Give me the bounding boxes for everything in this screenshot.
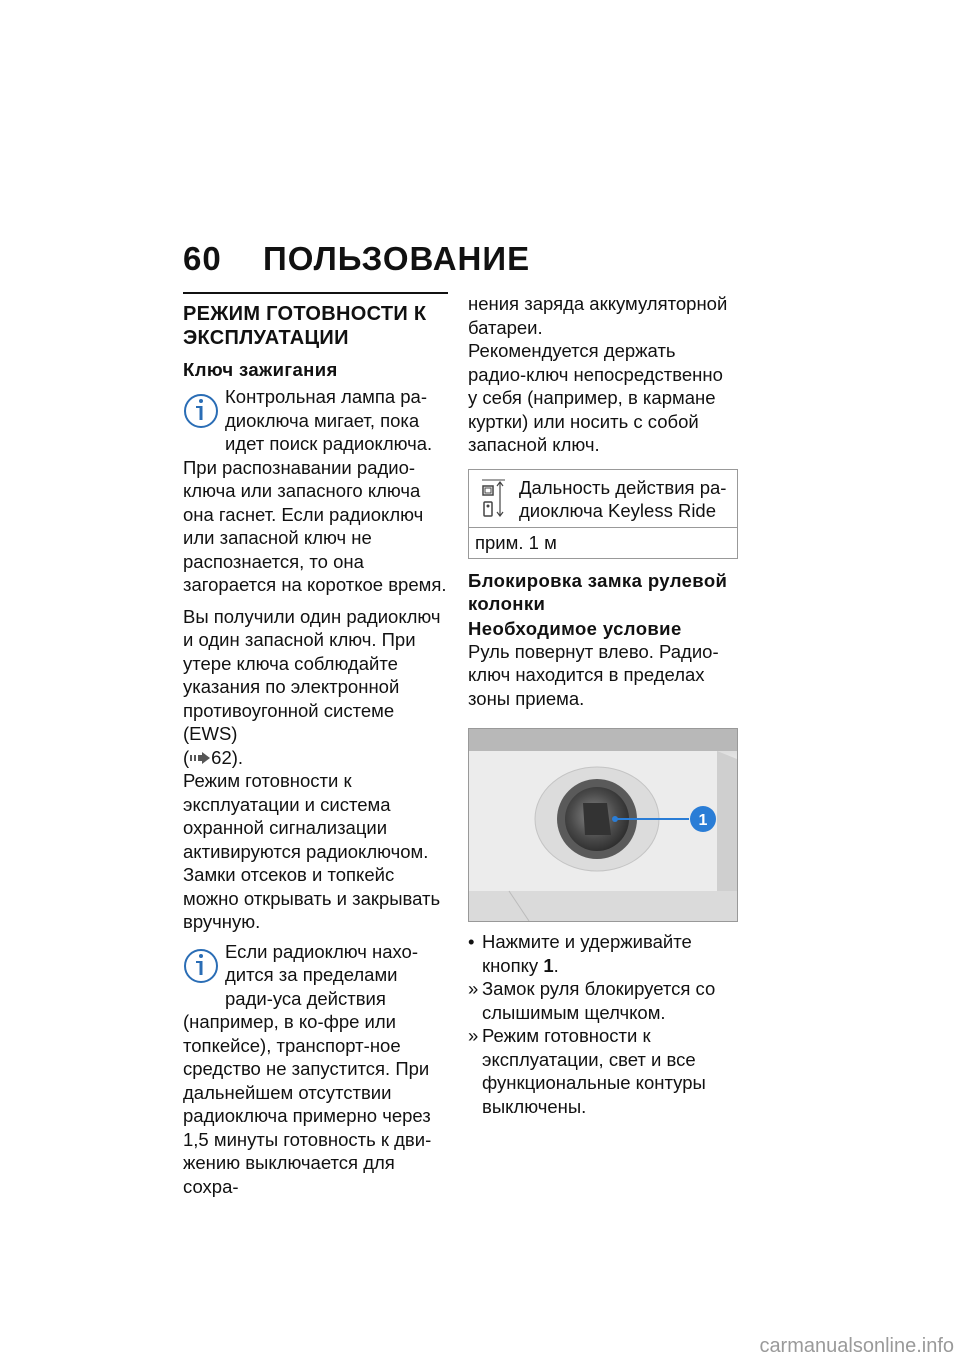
paragraph-ready-mode: Режим готовности к эксплуатации и система охранной сигнализации активируются радиоключом. Замки отсеков и топкейс можно открывать и закрывать вручную.: [183, 770, 441, 932]
steering-lock-button-photo: [468, 728, 738, 922]
chapter-title: ПОЛЬЗОВАНИЕ: [263, 240, 531, 277]
range-value: прим. 1 м: [475, 531, 557, 553]
section-rule: [183, 292, 448, 294]
result-text: Замок руля блокируется со слышимым щелчком.: [482, 978, 716, 1023]
paragraph-keys-text: Вы получили один радиоключ и один запасной ключ. При утере ключа соблюдайте указания по электронной противоугонной системе (EWS): [183, 605, 441, 744]
range-label: Дальность действия ра-диоключа Keyless Ride: [519, 476, 727, 521]
step-text: Нажмите и удерживайте кнопку: [482, 931, 692, 976]
step-tail: .: [553, 954, 559, 976]
steps-list: [468, 930, 733, 1118]
range-spec-header: [469, 470, 737, 528]
page-number: 60: [183, 240, 222, 277]
right-column: [468, 292, 733, 1118]
paragraph-continued: нения заряда аккумуляторной батареи.: [468, 293, 728, 338]
page-reference-arrow-icon: [189, 751, 211, 765]
step-item: [468, 930, 733, 977]
result-item: [468, 1024, 733, 1118]
page-reference[interactable]: 62).: [211, 746, 244, 768]
info-note-1: [183, 385, 448, 597]
info-icon: [183, 942, 221, 988]
heading-steering-lock: Блокировка замка рулевой колонки: [468, 569, 728, 614]
info-icon: [183, 387, 221, 433]
step-button-ref: 1: [543, 954, 554, 976]
ref-open: (: [183, 746, 190, 768]
callout-number: 1: [698, 812, 708, 829]
section-title: РЕЖИМ ГОТОВНОСТИ К ЭКСПЛУАТАЦИИ: [183, 303, 427, 349]
paragraph-keys: [183, 605, 448, 770]
result-marker: »: [468, 978, 479, 999]
subheading-ignition-key: Ключ зажигания: [183, 359, 338, 380]
info-note-2: [183, 940, 448, 1199]
result-marker: »: [468, 1025, 479, 1046]
left-column: [183, 292, 448, 1198]
result-text: Режим готовности к эксплуатации, свет и все функциональные контуры выключены.: [482, 1025, 706, 1117]
range-distance-icon: [481, 476, 507, 520]
bullet-marker: •: [468, 931, 475, 952]
watermark[interactable]: carmanualsonline.info: [759, 1335, 954, 1357]
note-2-text: Если радиоключ нахо-дится за пределами ради-уса действия (например, в ко-фре или топкейсе), транспорт-ное средство не запустится. При дальнейшем отсутствии радиоключа примерно через 1,5 минуты готовность к дви-жению выключается для сохра-: [183, 940, 432, 1197]
note-1-text: Контрольная лампа ра-диоключа мигает, пока идет поиск радиоключа. При распознавании радио-ключа или запасного ключа она гаснет. Если радиоключ или запасной ключ не распознается, то она загорается на короткое время.: [183, 386, 447, 595]
range-spec-box: [468, 469, 738, 559]
paragraph-recommendation: Рекомендуется держать радио-ключ непосредственно у себя (например, в кармане куртки) или носить с собой запасной ключ.: [468, 340, 723, 455]
result-item: [468, 977, 733, 1024]
precondition-text: Руль повернут влево. Радио-ключ находится в пределах зоны приема.: [468, 640, 719, 709]
heading-precondition: Необходимое условие: [468, 617, 682, 639]
page-header: [183, 240, 530, 278]
